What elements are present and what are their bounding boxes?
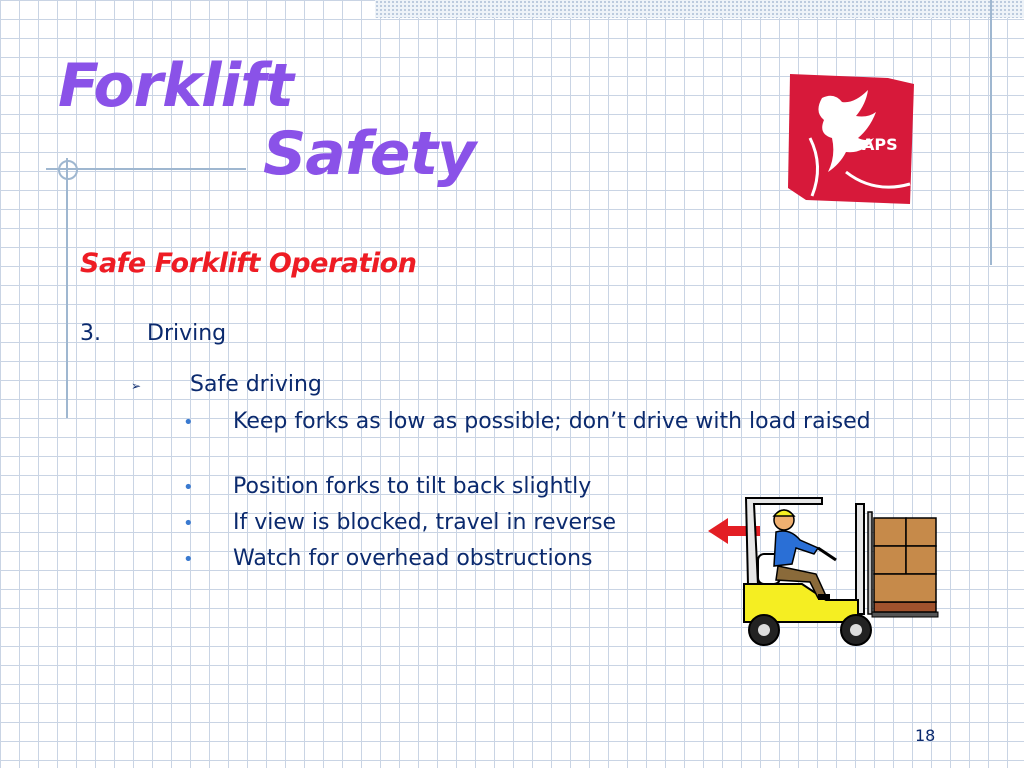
bullet-dot-icon: • (183, 513, 194, 534)
right-vertical-rule (990, 0, 992, 265)
step-number: 3. (80, 321, 101, 346)
top-decorative-bar (375, 0, 1024, 18)
title-line-2: Safety (263, 119, 476, 189)
page-number: 18 (915, 726, 936, 745)
bullet-item: Keep forks as low as possible; don’t drive with load raised (233, 409, 871, 434)
arrow-bullet-icon: ➢ (131, 379, 142, 393)
forklift-illustration (706, 490, 942, 650)
title-line-1: Forklift (58, 51, 293, 121)
bullet-dot-icon: • (183, 477, 194, 498)
logo-text: APS (862, 135, 898, 154)
bullet-dot-icon: • (183, 549, 194, 570)
bullet-item: If view is blocked, travel in reverse (233, 510, 617, 535)
bullet-item: Position forks to tilt back slightly (233, 474, 592, 499)
step-label: Driving (147, 321, 227, 346)
rule-circle-ornament (58, 160, 78, 180)
bullet-dot-icon: • (183, 412, 194, 433)
slide-subtitle: Safe Forklift Operation (80, 248, 417, 279)
sub-heading: Safe driving (190, 372, 322, 397)
bullet-item: Watch for overhead obstructions (233, 546, 593, 571)
left-vertical-rule (66, 158, 68, 418)
aps-logo (784, 68, 916, 208)
